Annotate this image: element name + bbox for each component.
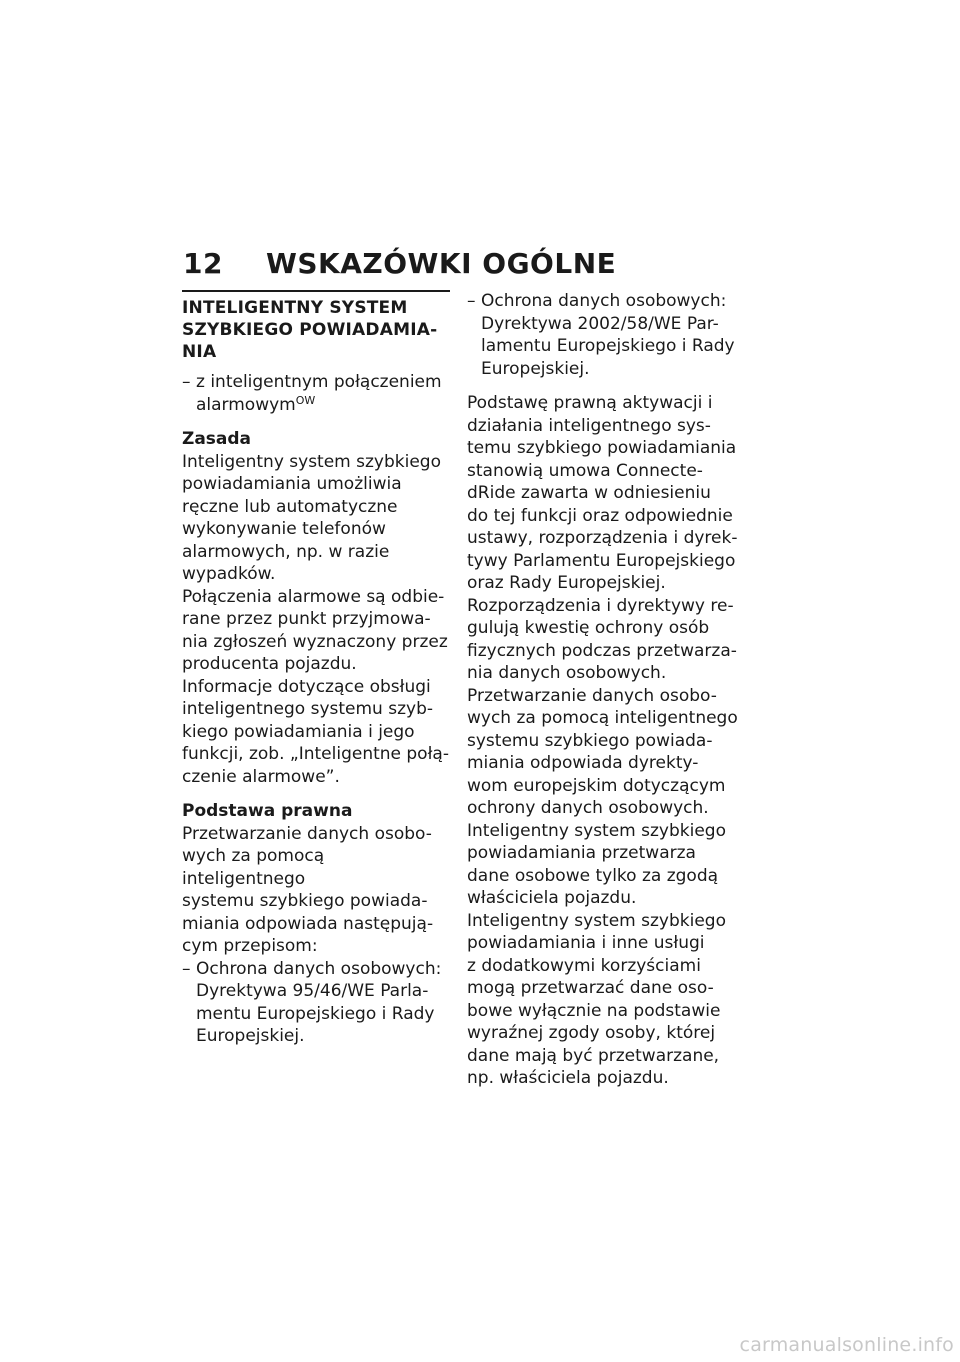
text-line: działania inteligentnego sys- (467, 415, 711, 436)
text-line: do tej funkcji oraz odpowiednie (467, 505, 733, 526)
right-bullet (467, 290, 739, 380)
text-line: funkcji, zob. „Inteligentne połą- (182, 744, 449, 764)
text-line: fizycznych podczas przetwarza- (467, 640, 737, 661)
text-line: dRide zawarta w odniesieniu (467, 483, 711, 503)
text-line: miania odpowiada następują- (182, 913, 434, 934)
text-line: cym przepisom: (182, 936, 318, 956)
text-line: dane osobowe tylko za zgodą (467, 865, 719, 886)
text-line: nia danych osobowych. (467, 663, 667, 683)
zasada-heading: Zasada (182, 429, 252, 449)
text-line: wypadków. (182, 564, 276, 584)
text-line: systemu szybkiego powiada- (467, 730, 713, 751)
bullet-line: Europejskiej. (481, 358, 590, 379)
text-line: Przetwarzanie danych osobo- (182, 823, 432, 844)
text-line: wom europejskim dotyczącym (467, 775, 726, 796)
text-line: powiadamiania umożliwia (182, 474, 402, 494)
text-line: inteligentnego systemu szyb- (182, 699, 433, 719)
text-line: temu szybkiego powiadamiania (467, 438, 737, 458)
intro-bullet-line: alarmowym$^{OW}$ (196, 393, 316, 415)
bullet-line: lamentu Europejskiego i Rady (481, 336, 735, 356)
text-line: Inteligentny system szybkiego (467, 820, 727, 841)
left-column (182, 290, 450, 1048)
chapter-header (183, 244, 616, 284)
text-line: bowe wyłącznie na podstawie (467, 1000, 721, 1021)
text-line: np. właściciela pojazdu. (467, 1068, 669, 1088)
text-line: ustawy, rozporządzenia i dyrek- (467, 528, 738, 548)
podstawa-heading: Podstawa prawna (182, 801, 353, 821)
text-line: Inteligentny system szybkiego (182, 451, 442, 472)
bullet-line: Ochrona danych osobowych: (196, 958, 442, 979)
watermark: carmanualsonline.info (739, 1334, 954, 1356)
ow-superscript: OW (295, 393, 316, 407)
text-line: oraz Rady Europejskiej. (467, 573, 666, 593)
text-line: wych za pomocą inteligentnego (467, 708, 738, 728)
text-line: z dodatkowymi korzyściami (467, 955, 701, 976)
text-line: rane przez punkt przyjmowa- (182, 609, 431, 629)
text-line: ochrony danych osobowych. (467, 798, 709, 818)
bullet-dash: – (182, 372, 191, 392)
text-line: miania odpowiada dyrekty- (467, 753, 699, 773)
chapter-title: WSKAZÓWKI OGÓLNE (266, 247, 617, 280)
bullet-line: Ochrona danych osobowych: (481, 291, 727, 311)
bullet-dash: – (467, 291, 476, 311)
text-line: wyraźnej zgody osoby, której (467, 1023, 716, 1043)
section-heading (182, 297, 450, 363)
text-line: nia zgłoszeń wyznaczony przez (182, 631, 448, 652)
text-line: kiego powiadamiania i jego (182, 721, 415, 742)
zasada-text (182, 451, 450, 789)
text-line: wykonywanie telefonów (182, 519, 386, 539)
section-heading-line: SZYBKIEGO POWIADAMIA- (182, 320, 438, 340)
text-line: stanowią umowa Connecte- (467, 460, 703, 481)
intro-bullet (182, 371, 450, 416)
right-text (467, 392, 739, 1090)
bullet-line: Dyrektywa 2002/58/WE Par- (481, 313, 719, 334)
text-line: Inteligentny system szybkiego (467, 910, 727, 931)
text-line: powiadamiania i inne usługi (467, 933, 705, 953)
podstawa-bullet (182, 958, 450, 1048)
text-line: Podstawę prawną aktywacji i (467, 393, 713, 413)
text-line: czenie alarmowe”. (182, 766, 340, 787)
podstawa-text (182, 823, 450, 958)
section-heading-line: NIA (182, 342, 217, 362)
text-line: alarmowych, np. w razie (182, 541, 390, 562)
text-line: ręczne lub automatyczne (182, 496, 398, 517)
section-heading-line: INTELIGENTNY SYSTEM (182, 298, 408, 318)
chapter-number: 12 (183, 247, 223, 280)
right-column (467, 290, 739, 1090)
bullet-line: Europejskiej. (196, 1026, 305, 1046)
text-line: gulują kwestię ochrony osób (467, 618, 710, 638)
text-line: Informacje dotyczące obsługi (182, 676, 431, 697)
intro-bullet-line: z inteligentnym połączeniem (196, 372, 442, 392)
section-rule (182, 290, 450, 292)
text-line: producenta pojazdu. (182, 654, 357, 674)
text-line: systemu szybkiego powiada- (182, 891, 428, 911)
text-line: Połączenia alarmowe są odbie- (182, 586, 445, 607)
text-line: tywy Parlamentu Europejskiego (467, 550, 736, 571)
text-line: wych za pomocą inteligentnego (182, 846, 325, 889)
text-line: Rozporządzenia i dyrektywy re- (467, 595, 734, 616)
bullet-line: mentu Europejskiego i Rady (196, 1003, 435, 1024)
text-line: dane mają być przetwarzane, (467, 1045, 720, 1066)
text-line: mogą przetwarzać dane oso- (467, 978, 714, 998)
bullet-line: Dyrektywa 95/46/WE Parla- (196, 981, 429, 1001)
bullet-dash: – (182, 958, 191, 979)
text-line: właściciela pojazdu. (467, 888, 637, 908)
text-line: powiadamiania przetwarza (467, 843, 696, 863)
text-line: Przetwarzanie danych osobo- (467, 685, 717, 706)
